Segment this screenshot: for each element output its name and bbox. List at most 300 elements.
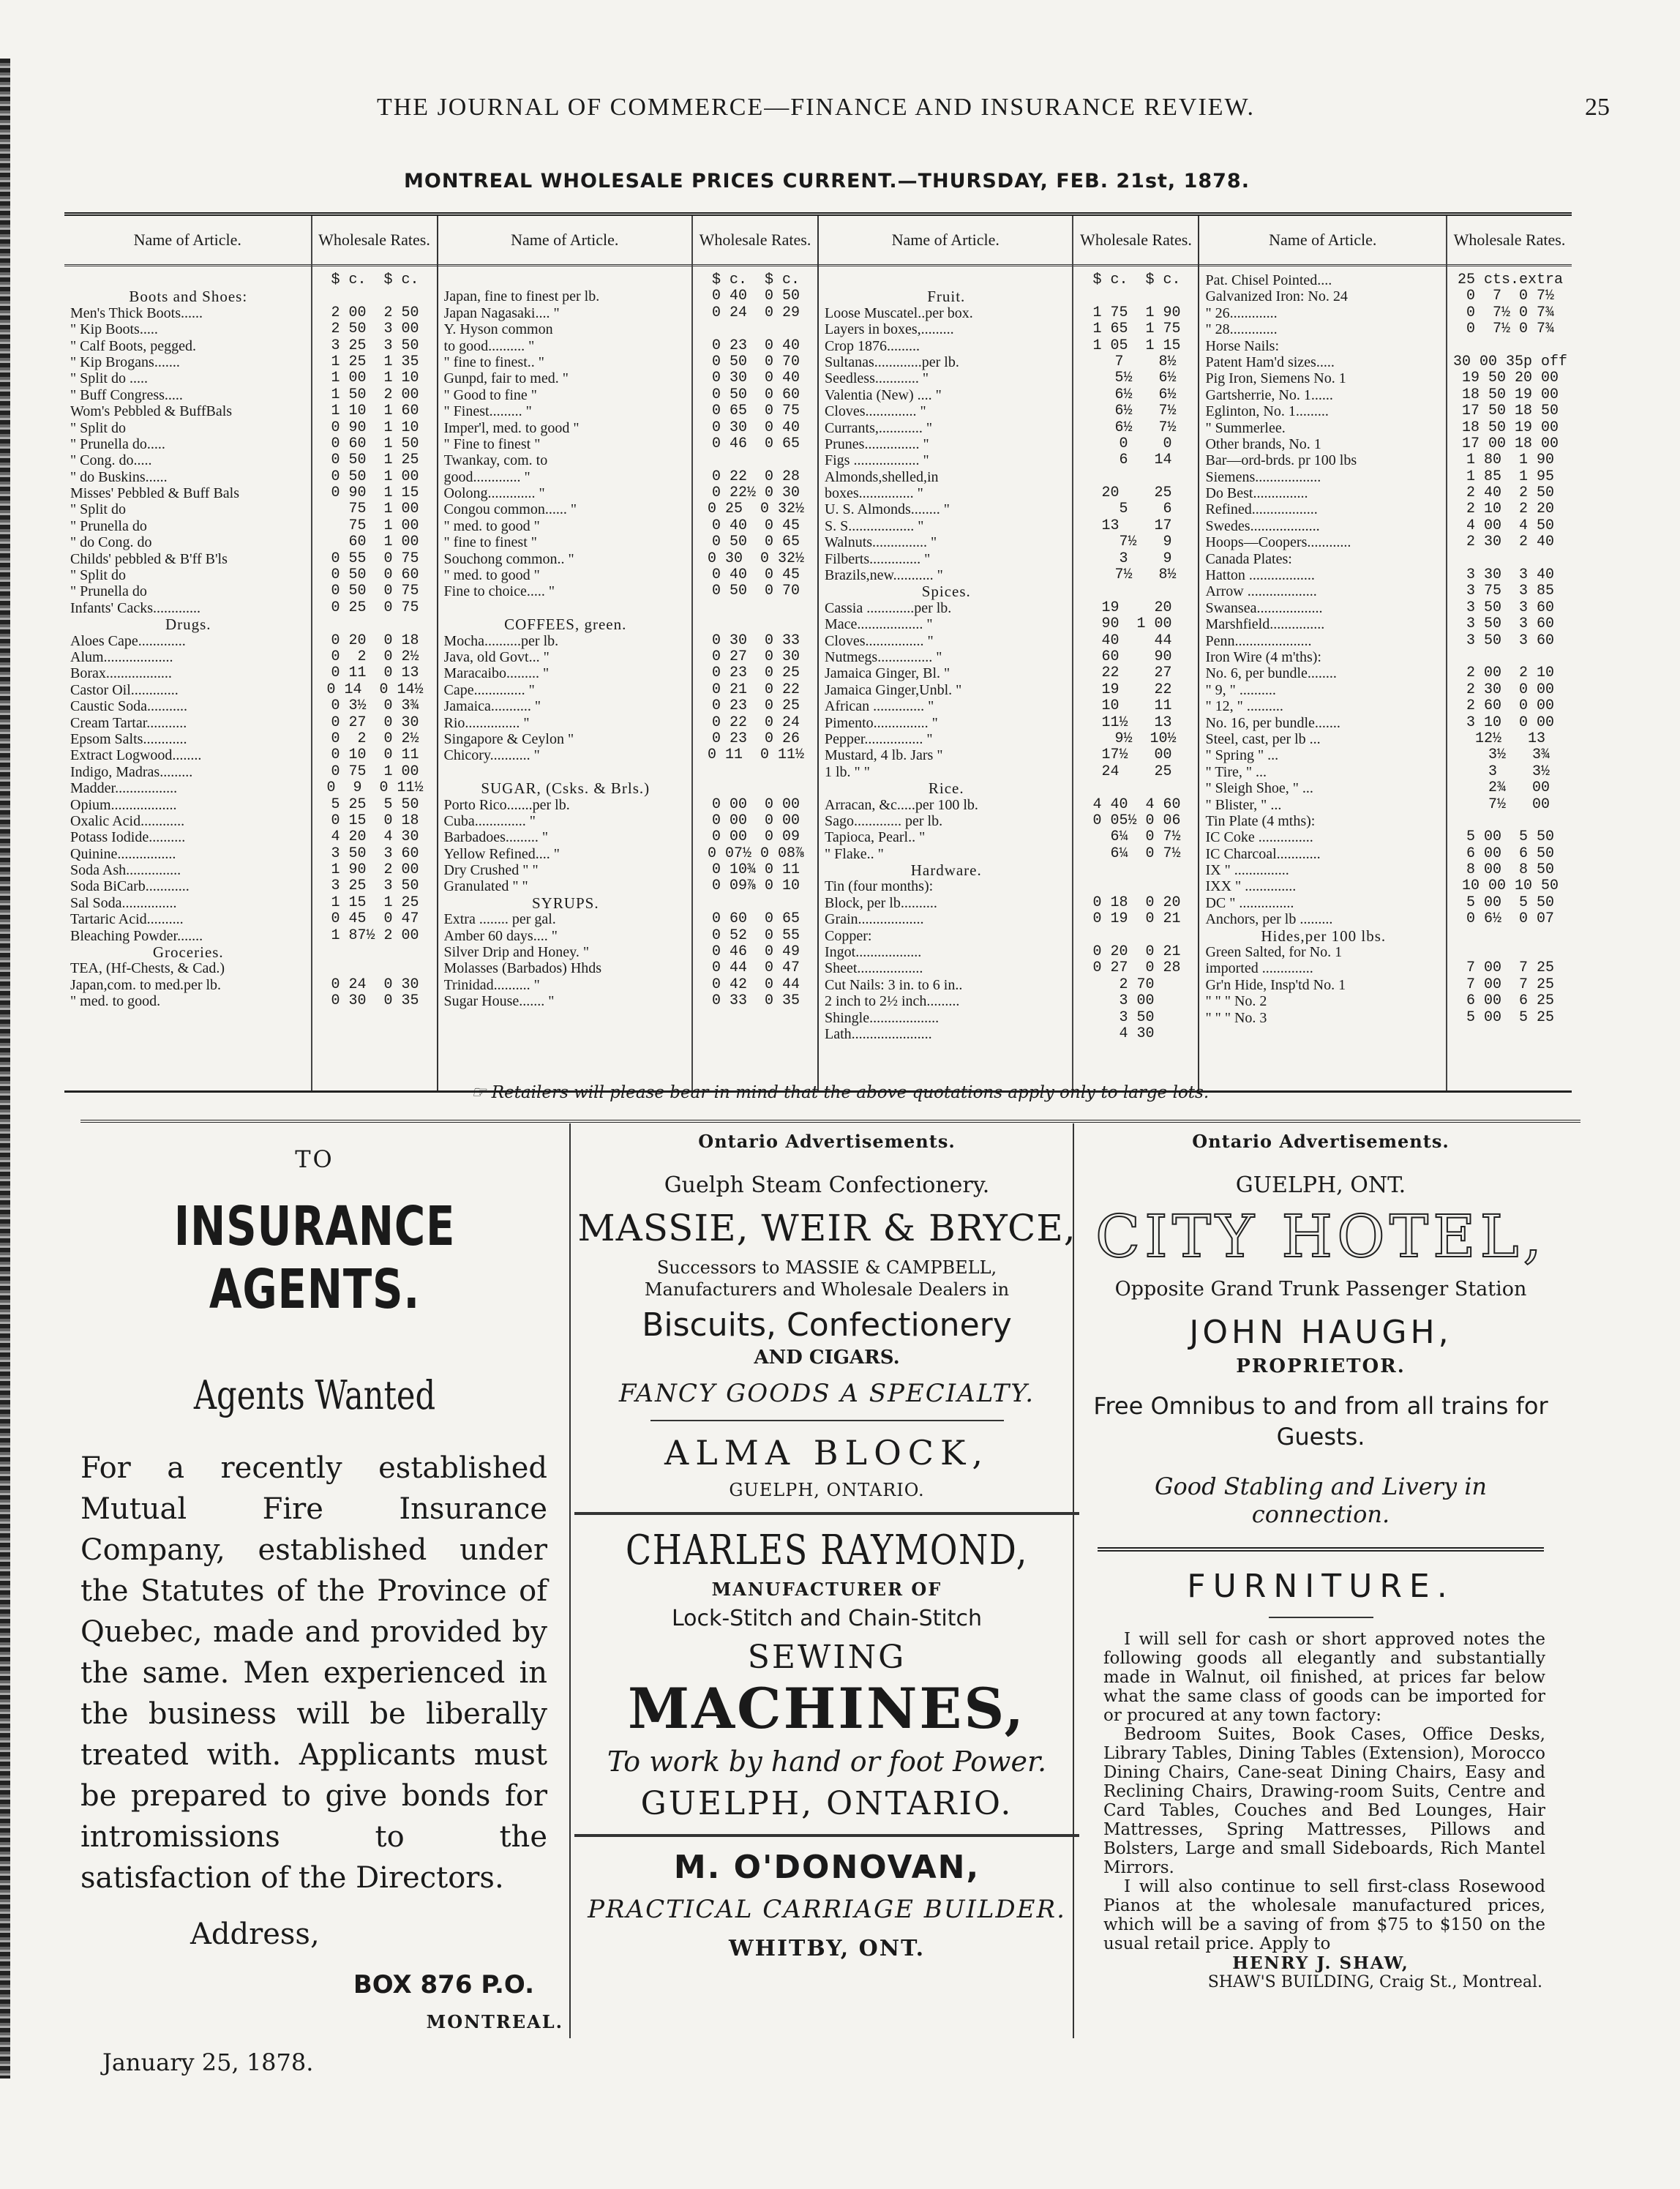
wholesale-rate: 25 cts.extra bbox=[1457, 272, 1564, 288]
name-list bbox=[1199, 266, 1446, 1026]
table-col-3 bbox=[819, 216, 1199, 1090]
rate-header: Wholesale Rates. bbox=[693, 216, 817, 266]
article-name: " Blister, " ... bbox=[1205, 796, 1282, 813]
divider bbox=[1269, 1617, 1373, 1618]
wholesale-rate: 17 50 18 50 bbox=[1461, 403, 1559, 420]
wholesale-rate: 0 30 0 35 bbox=[331, 993, 419, 1010]
article-name: " Sleigh Shoe, " ... bbox=[1205, 780, 1313, 797]
ad-city: MONTREAL. bbox=[426, 2011, 563, 2032]
wholesale-rate: 0 60 0 65 bbox=[711, 911, 800, 928]
article-name: Maracaibo......... " bbox=[443, 665, 550, 682]
article-name: Almonds,shelled,in bbox=[825, 468, 939, 485]
wholesale-rate: 0 19 0 21 bbox=[1092, 911, 1181, 928]
wholesale-rate: 10 00 10 50 bbox=[1461, 878, 1559, 895]
price-list-title: MONTREAL WHOLESALE PRICES CURRENT.—THURSDAY, FEB. 21st, 1878. bbox=[404, 170, 1250, 192]
article-name: Rio............... " bbox=[443, 714, 530, 731]
wholesale-rate: 19 20 bbox=[1101, 599, 1172, 616]
wholesale-rate: 3½ 3¾ bbox=[1470, 747, 1550, 764]
wholesale-rate bbox=[699, 321, 813, 337]
wholesale-rate: 0 30 0 33 bbox=[711, 632, 800, 649]
wholesale-rate: $ c. $ c. bbox=[711, 272, 800, 288]
wholesale-rate: 2 50 3 00 bbox=[331, 321, 419, 338]
hand-or-foot-line: To work by hand or foot Power. bbox=[607, 1745, 1047, 1778]
article-name: " do Cong. do bbox=[70, 534, 152, 551]
wholesale-rate: 5 00 5 25 bbox=[1466, 1009, 1555, 1026]
wholesale-rate: 60 90 bbox=[1101, 648, 1172, 665]
article-name: " 28............. bbox=[1205, 321, 1278, 338]
article-name bbox=[444, 272, 687, 288]
furniture-para-1: I will sell for cash or short approved notes the following goods all elegantly and substantially made in Walnut, oil finished, at prices far below what the same class of goods can be imported for or procured at any town factory: bbox=[1103, 1630, 1545, 1725]
article-name: S. S.................. " bbox=[825, 517, 924, 534]
article-name: Singapore & Ceylon " bbox=[443, 730, 574, 747]
article-name: " Prunella do bbox=[70, 517, 147, 534]
article-name: Do Best............... bbox=[1205, 485, 1308, 502]
wholesale-rate: 1 75 1 90 bbox=[1092, 304, 1181, 321]
article-name: Hoops—Coopers............ bbox=[1205, 534, 1351, 551]
wholesale-rate bbox=[699, 616, 813, 632]
ontario-ads-middle bbox=[574, 1131, 1079, 1961]
article-name: Molasses (Barbados) Hhds bbox=[443, 960, 602, 977]
wholesale-rate: 0 2 0 2½ bbox=[331, 730, 419, 747]
firm-name: MASSIE, WEIR & BRYCE, bbox=[577, 1207, 1076, 1249]
rate-header: Wholesale Rates. bbox=[1447, 216, 1572, 266]
wholesale-rate: 6 00 6 25 bbox=[1466, 993, 1555, 1010]
article-name: Galvanized Iron: No. 24 bbox=[1205, 288, 1348, 305]
article-name: " " " No. 3 bbox=[1205, 1009, 1267, 1026]
wholesale-rate: 22 27 bbox=[1101, 665, 1172, 682]
wholesale-rate: 0 46 0 49 bbox=[711, 944, 800, 961]
article-name: " Cong. do..... bbox=[70, 452, 152, 469]
wholesale-rate: 0 30 0 32½ bbox=[707, 550, 805, 567]
wholesale-rate: 9½ 10½ bbox=[1097, 730, 1177, 747]
rate-list bbox=[1447, 266, 1572, 1026]
divider bbox=[650, 1420, 1004, 1421]
article-name: " Prunella do..... bbox=[70, 435, 165, 452]
wholesale-rate: 3 00 bbox=[1119, 993, 1155, 1010]
ad-to: TO bbox=[295, 1145, 334, 1173]
wholesale-rate: 0 7½ 0 7¾ bbox=[1466, 321, 1555, 338]
lock-stitch-line: Lock-Stitch and Chain-Stitch bbox=[671, 1606, 983, 1631]
wholesale-rate: 3 30 3 40 bbox=[1466, 567, 1555, 584]
wholesale-rate: 0 0 bbox=[1101, 435, 1172, 452]
wholesale-rate bbox=[318, 960, 432, 976]
wholesale-rate: 0 55 0 75 bbox=[331, 550, 419, 567]
wholesale-rate: 0 27 0 30 bbox=[711, 648, 800, 665]
wholesale-rate: 0 50 0 70 bbox=[711, 583, 800, 600]
ontario-ads-right bbox=[1083, 1131, 1559, 1991]
guelph-ontario: GUELPH, ONTARIO. bbox=[640, 1785, 1013, 1822]
article-name: Mocha..........per lb. bbox=[443, 632, 559, 649]
wholesale-rate: 1 50 2 00 bbox=[331, 386, 419, 403]
article-name: " 9, " .......... bbox=[1205, 681, 1276, 698]
article-name: Mustard, 4 lb. Jars " bbox=[825, 747, 943, 764]
wholesale-rate: 7 8½ bbox=[1097, 353, 1177, 370]
article-name: Sugar House....... " bbox=[443, 993, 555, 1010]
article-name: Pat. Chisel Pointed.... bbox=[1205, 272, 1332, 288]
article-name: SUGAR, (Csks. & Brls.) bbox=[481, 780, 650, 797]
wholesale-rate: 0 25 0 32½ bbox=[707, 501, 805, 518]
rate-header: Wholesale Rates. bbox=[312, 216, 437, 266]
alma-block: ALMA BLOCK, bbox=[664, 1433, 989, 1473]
ad-date: January 25, 1878. bbox=[102, 2048, 314, 2076]
wholesale-rate: 3 50 bbox=[1119, 1009, 1155, 1026]
article-name: Block, per lb.......... bbox=[825, 894, 937, 911]
wholesale-rate: 17½ 00 bbox=[1101, 747, 1172, 764]
wholesale-rate: 1 87½ 2 00 bbox=[331, 927, 419, 944]
article-name: Groceries. bbox=[152, 944, 224, 961]
article-name: Oxalic Acid............ bbox=[70, 812, 185, 829]
wholesale-rate: 0 75 1 00 bbox=[331, 763, 419, 780]
wholesale-rate: 0 50 1 00 bbox=[331, 468, 419, 485]
wholesale-rate: 18 50 19 00 bbox=[1461, 386, 1559, 403]
wholesale-rate: 0 22 0 24 bbox=[711, 714, 800, 731]
journal-title: THE JOURNAL OF COMMERCE—FINANCE AND INSURANCE REVIEW. bbox=[376, 94, 1256, 121]
wholesale-rate: 1 80 1 90 bbox=[1466, 452, 1555, 469]
article-name: Tin Plate (4 mths): bbox=[1205, 812, 1316, 829]
article-name: Pepper................ " bbox=[825, 730, 933, 747]
wholesale-rate: 0 25 0 75 bbox=[331, 599, 419, 616]
article-name: Cloves.............. " bbox=[825, 403, 926, 420]
wholesale-rate: 6½ 7½ bbox=[1097, 403, 1177, 420]
section-heading: Ontario Advertisements. bbox=[698, 1131, 956, 1152]
article-name: Penn..................... bbox=[1205, 632, 1312, 649]
name-list bbox=[819, 266, 1072, 1042]
wholesale-rate: 0 22 0 28 bbox=[711, 468, 800, 485]
article-name: Pimento............... " bbox=[825, 714, 938, 731]
wholesale-rate bbox=[1079, 878, 1193, 894]
prices-table bbox=[64, 212, 1572, 1093]
article-name: Anchors, per lb ......... bbox=[1205, 911, 1333, 928]
article-name: Patent Ham'd sizes..... bbox=[1205, 353, 1335, 370]
name-column bbox=[64, 216, 312, 1090]
wholesale-rate: 19 22 bbox=[1101, 681, 1172, 698]
article-name: Java, old Govt... " bbox=[443, 648, 550, 665]
article-name: " med. to good. bbox=[70, 993, 161, 1010]
article-name: SYRUPS. bbox=[531, 894, 599, 912]
article-name: Copper: bbox=[825, 927, 872, 944]
article-name: Quinine................ bbox=[70, 845, 176, 862]
article-name: " Summerlee. bbox=[1205, 419, 1286, 436]
page-number: 25 bbox=[1585, 94, 1610, 121]
article-name: Filberts.............. " bbox=[825, 550, 931, 567]
article-name: " 12, " .......... bbox=[1205, 698, 1283, 715]
wholesale-rate bbox=[1453, 928, 1567, 944]
wholesale-rate: 0 22½ 0 30 bbox=[711, 485, 800, 502]
article-name: boxes............... " bbox=[825, 485, 923, 502]
article-name: Souchong common.. " bbox=[443, 550, 574, 567]
wholesale-rate: 0 15 0 18 bbox=[331, 812, 419, 829]
article-name: Arrow ................... bbox=[1205, 583, 1317, 600]
article-name: Canada Plates: bbox=[1205, 550, 1292, 567]
article-name: " Buff Congress..... bbox=[70, 386, 183, 403]
article-name bbox=[444, 764, 687, 780]
article-name: IC Coke ............... bbox=[1205, 829, 1313, 846]
article-name: imported .............. bbox=[1205, 960, 1313, 977]
wholesale-rate: 3 50 3 60 bbox=[331, 845, 419, 862]
wholesale-rate bbox=[1079, 288, 1193, 304]
city-hotel: CITY HOTEL, bbox=[1095, 1202, 1547, 1271]
name-header: Name of Article. bbox=[1199, 216, 1446, 266]
wholesale-rate: 0 24 0 29 bbox=[711, 304, 800, 321]
wholesale-rate bbox=[318, 944, 432, 960]
wholesale-rate: 12½ 13 bbox=[1474, 730, 1545, 747]
wholesale-rate: 0 07½ 0 08⅞ bbox=[707, 845, 805, 862]
wholesale-rate: 0 90 1 15 bbox=[331, 485, 419, 502]
wholesale-rate: 19 50 20 00 bbox=[1461, 370, 1559, 387]
article-name: Chicory........... " bbox=[443, 747, 540, 764]
article-name: " Split do bbox=[70, 419, 126, 436]
article-name bbox=[70, 272, 307, 288]
wholesale-rate bbox=[1453, 944, 1567, 960]
retailer-note: ☞ Retailers will please bear in mind that the above quotations apply only to large lots. bbox=[470, 1083, 1210, 1102]
name-header: Name of Article. bbox=[438, 216, 691, 266]
wholesale-rate: 0 6½ 0 07 bbox=[1466, 911, 1555, 928]
article-name: Mace.................. " bbox=[825, 616, 933, 633]
john-haugh: JOHN HAUGH, bbox=[1189, 1314, 1452, 1351]
article-name: Horse Nails: bbox=[1205, 337, 1280, 354]
wholesale-rate: 0 2 0 2½ bbox=[331, 648, 419, 665]
article-name: Fine to choice..... " bbox=[443, 583, 555, 600]
article-name: Prunes............... " bbox=[825, 435, 929, 452]
wholesale-rate bbox=[318, 288, 432, 304]
wholesale-rate: 11½ 13 bbox=[1101, 714, 1172, 731]
wholesale-rate: 0 10¾ 0 11 bbox=[711, 862, 800, 879]
article-name: Hardware. bbox=[910, 862, 982, 879]
wholesale-rate bbox=[1079, 780, 1193, 796]
article-name: Steel, cast, per lb ... bbox=[1205, 730, 1321, 747]
article-name: Childs' pebbled & B'ff B'ls bbox=[70, 550, 228, 567]
wholesale-rate: 0 09⅞ 0 10 bbox=[711, 878, 800, 895]
article-name: " Flake.. " bbox=[825, 845, 884, 862]
article-name: Cape.............. " bbox=[443, 681, 535, 698]
furniture-title: FURNITURE. bbox=[1187, 1568, 1455, 1605]
wholesale-rate: 8 00 8 50 bbox=[1466, 862, 1555, 879]
wholesale-rate: 1 85 1 95 bbox=[1466, 468, 1555, 485]
wholesale-rate: 0 65 0 75 bbox=[711, 403, 800, 420]
article-name: to good.......... " bbox=[443, 337, 535, 354]
biscuits-line: Biscuits, Confectionery bbox=[642, 1306, 1012, 1344]
article-name: COFFEES, green. bbox=[504, 616, 627, 633]
wholesale-rate: 1 25 1 35 bbox=[331, 353, 419, 370]
article-name: " Spring " ... bbox=[1205, 747, 1279, 764]
wholesale-rate: 0 42 0 44 bbox=[711, 976, 800, 993]
name-column bbox=[819, 216, 1073, 1090]
odonovan-name: M. O'DONOVAN, bbox=[673, 1849, 980, 1886]
article-name: IXX " .............. bbox=[1205, 878, 1297, 895]
wholesale-rate: 0 60 1 50 bbox=[331, 435, 419, 452]
article-name: Jamaica Ginger,Unbl. " bbox=[825, 681, 962, 698]
wholesale-rate: 0 50 0 75 bbox=[331, 583, 419, 600]
wholesale-rate: 1 65 1 75 bbox=[1092, 321, 1181, 338]
article-name: Arracan, &c.....per 100 lb. bbox=[825, 796, 978, 813]
article-name: DC " ............... bbox=[1205, 894, 1294, 911]
article-name: " 26............. bbox=[1205, 304, 1278, 321]
article-name: " med. to good " bbox=[443, 567, 540, 584]
article-name: Alum................... bbox=[70, 648, 173, 665]
article-name: Loose Muscatel..per box. bbox=[825, 304, 973, 321]
article-name: Congou common...... " bbox=[443, 501, 577, 518]
wholesale-rate: 2 30 0 00 bbox=[1466, 681, 1555, 698]
rate-column bbox=[1073, 216, 1198, 1090]
wholesale-rate: 0 45 0 47 bbox=[331, 911, 419, 928]
wholesale-rate: 0 11 0 13 bbox=[331, 665, 419, 682]
article-name: Potass Iodide.......... bbox=[70, 829, 186, 846]
wholesale-rate: 0 00 0 09 bbox=[711, 829, 800, 846]
wholesale-rate bbox=[1079, 583, 1193, 599]
article-name: Valentia (New) .... " bbox=[825, 386, 942, 403]
wholesale-rate: 2 30 2 40 bbox=[1466, 534, 1555, 551]
wholesale-rate: 2 10 2 20 bbox=[1466, 501, 1555, 518]
wholesale-rate: 4 40 4 60 bbox=[1092, 796, 1181, 813]
article-name: Soda Ash............... bbox=[70, 862, 181, 879]
article-name: " fine to finest " bbox=[443, 534, 537, 551]
article-name: " Good to fine " bbox=[443, 386, 537, 403]
article-name: Sultanas.............per lb. bbox=[825, 353, 959, 370]
wholesale-rate: 2 00 2 50 bbox=[331, 304, 419, 321]
article-name: Bar—ord-brds. pr 100 lbs bbox=[1205, 452, 1357, 469]
section-heading: Ontario Advertisements. bbox=[1192, 1131, 1450, 1152]
wholesale-rate: 0 14 0 14½ bbox=[326, 681, 424, 698]
wholesale-rate: 0 7½ 0 7¾ bbox=[1466, 304, 1555, 321]
wholesale-rate: 0 20 0 18 bbox=[331, 632, 419, 649]
article-name: Cassia .............per lb. bbox=[825, 599, 952, 616]
confectionery-name: Guelph Steam Confectionery. bbox=[664, 1172, 990, 1198]
article-name: U. S. Almonds........ " bbox=[825, 501, 950, 518]
article-name: good............. " bbox=[443, 468, 530, 485]
wholesale-rate: 40 44 bbox=[1101, 632, 1172, 649]
article-name: " Kip Boots..... bbox=[70, 321, 158, 338]
article-name: Amber 60 days.... " bbox=[443, 927, 558, 944]
wholesale-rate: 0 40 0 45 bbox=[711, 517, 800, 534]
article-name: Sheet.................. bbox=[825, 960, 923, 977]
wholesale-rate: 1 10 1 60 bbox=[331, 403, 419, 420]
rate-list bbox=[1073, 266, 1198, 1042]
article-name: Jamaica........... " bbox=[443, 698, 541, 715]
article-name: Figs .................. " bbox=[825, 452, 929, 469]
wholesale-rate: 7½ 00 bbox=[1470, 796, 1550, 813]
machines-line: MACHINES, bbox=[628, 1676, 1026, 1741]
divider bbox=[574, 1834, 1079, 1837]
wholesale-rate: 3 25 3 50 bbox=[331, 337, 419, 354]
wholesale-rate: 18 50 19 00 bbox=[1461, 419, 1559, 436]
article-name: Eglinton, No. 1......... bbox=[1205, 403, 1329, 420]
article-name: Sago............. per lb. bbox=[825, 812, 943, 829]
carriage-builder: PRACTICAL CARRIAGE BUILDER. bbox=[588, 1895, 1066, 1924]
wholesale-rate: 7½ 8½ bbox=[1097, 567, 1177, 584]
article-name: Iron Wire (4 m'ths): bbox=[1205, 648, 1321, 665]
article-name: Bleaching Powder....... bbox=[70, 927, 203, 944]
article-name: Marshfield............... bbox=[1205, 616, 1325, 633]
article-name: African .............. " bbox=[825, 698, 934, 715]
article-name: Y. Hyson common bbox=[443, 321, 553, 338]
wholesale-rate: 2¾ 00 bbox=[1470, 780, 1550, 797]
wholesale-rate: 2 60 0 00 bbox=[1466, 698, 1555, 715]
article-name: Spices. bbox=[921, 583, 971, 600]
wholesale-rate: 0 50 0 70 bbox=[711, 353, 800, 370]
wholesale-rate: 0 50 0 60 bbox=[711, 386, 800, 403]
wholesale-rate: 0 24 0 30 bbox=[331, 976, 419, 993]
wholesale-rate: 0 10 0 11 bbox=[331, 747, 419, 764]
wholesale-rate bbox=[1079, 469, 1193, 485]
article-name: 2 inch to 2½ inch......... bbox=[825, 993, 960, 1010]
wholesale-rate: 0 9 0 11½ bbox=[326, 780, 424, 797]
wholesale-rate: 75 1 00 bbox=[331, 501, 419, 518]
wholesale-rate bbox=[318, 616, 432, 632]
article-name: Dry Crushed " " bbox=[443, 862, 539, 879]
wholesale-rate: 5 6 bbox=[1101, 501, 1172, 518]
stabling-line: Good Stabling and Livery in connection. bbox=[1154, 1473, 1488, 1528]
article-name: " med. to good " bbox=[443, 517, 540, 534]
ad-title: INSURANCE AGENTS. bbox=[173, 1195, 456, 1321]
article-name: Porto Rico.......per lb. bbox=[443, 796, 570, 813]
article-name: Caustic Soda........... bbox=[70, 698, 187, 715]
article-name: Crop 1876......... bbox=[825, 337, 920, 354]
rate-list bbox=[312, 266, 437, 1010]
wholesale-rate: 2 00 2 10 bbox=[1466, 665, 1555, 682]
wholesale-rate: 0 52 0 55 bbox=[711, 927, 800, 944]
article-name: Rice. bbox=[928, 780, 964, 797]
successors-line: Successors to MASSIE & CAMPBELL, bbox=[656, 1257, 997, 1278]
article-name: Tapioca, Pearl.. " bbox=[825, 829, 926, 846]
wholesale-rate: $ c. $ c. bbox=[1092, 272, 1181, 288]
wholesale-rate: 0 27 0 28 bbox=[1092, 960, 1181, 977]
wholesale-rate: 0 50 0 65 bbox=[711, 534, 800, 551]
wholesale-rate: 0 44 0 47 bbox=[711, 960, 800, 977]
wholesale-rate bbox=[699, 452, 813, 468]
divider bbox=[1098, 1547, 1544, 1552]
rate-header: Wholesale Rates. bbox=[1073, 216, 1198, 266]
article-name: Cream Tartar........... bbox=[70, 714, 187, 731]
article-name: Cuba.............. " bbox=[443, 812, 536, 829]
dealers-line: Manufacturers and Wholesale Dealers in bbox=[644, 1279, 1010, 1300]
rate-column bbox=[312, 216, 437, 1090]
article-name bbox=[444, 600, 687, 616]
wholesale-rate: 3 10 0 00 bbox=[1466, 714, 1555, 731]
divider bbox=[574, 1512, 1079, 1515]
article-name: Aloes Cape............. bbox=[70, 632, 186, 649]
sewing-line: SEWING bbox=[747, 1639, 907, 1676]
wholesale-rate: 0 00 0 00 bbox=[711, 796, 800, 813]
article-name: Japan,com. to med.per lb. bbox=[70, 976, 222, 993]
wholesale-rate: 3 9 bbox=[1101, 550, 1172, 567]
wholesale-rate: 0 50 1 25 bbox=[331, 452, 419, 469]
wholesale-rate: 4 30 bbox=[1119, 1025, 1155, 1042]
wholesale-rate: 6 00 6 50 bbox=[1466, 845, 1555, 862]
wholesale-rate: 7 00 7 25 bbox=[1466, 960, 1555, 977]
guelph-address: GUELPH, ONTARIO. bbox=[729, 1480, 925, 1500]
wholesale-rate: 0 11 0 11½ bbox=[707, 747, 805, 764]
omnibus-line: Free Omnibus to and from all trains for Guests. bbox=[1093, 1392, 1548, 1451]
article-name: Fruit. bbox=[927, 288, 966, 305]
table-col-2 bbox=[438, 216, 819, 1090]
wholesale-rate: 90 1 00 bbox=[1101, 616, 1172, 633]
wholesale-rate bbox=[699, 764, 813, 780]
wholesale-rate: 3 50 3 60 bbox=[1466, 616, 1555, 633]
article-name: Epsom Salts............ bbox=[70, 730, 187, 747]
article-name: Barbadoes......... " bbox=[443, 829, 549, 846]
article-name: Opium.................. bbox=[70, 796, 177, 813]
article-name: Drugs. bbox=[165, 616, 211, 633]
article-name: Twankay, com. to bbox=[443, 452, 548, 469]
wholesale-rate bbox=[699, 600, 813, 616]
wholesale-rate: 3 50 3 60 bbox=[1466, 599, 1555, 616]
wholesale-rate: 5½ 6½ bbox=[1097, 370, 1177, 387]
column-rule bbox=[569, 1123, 571, 2038]
wholesale-rate: 4 20 4 30 bbox=[331, 829, 419, 846]
wholesale-rate: 0 3½ 0 3¾ bbox=[331, 698, 419, 715]
article-name: " fine to finest.. " bbox=[443, 353, 544, 370]
article-name: Tartaric Acid.......... bbox=[70, 911, 184, 928]
